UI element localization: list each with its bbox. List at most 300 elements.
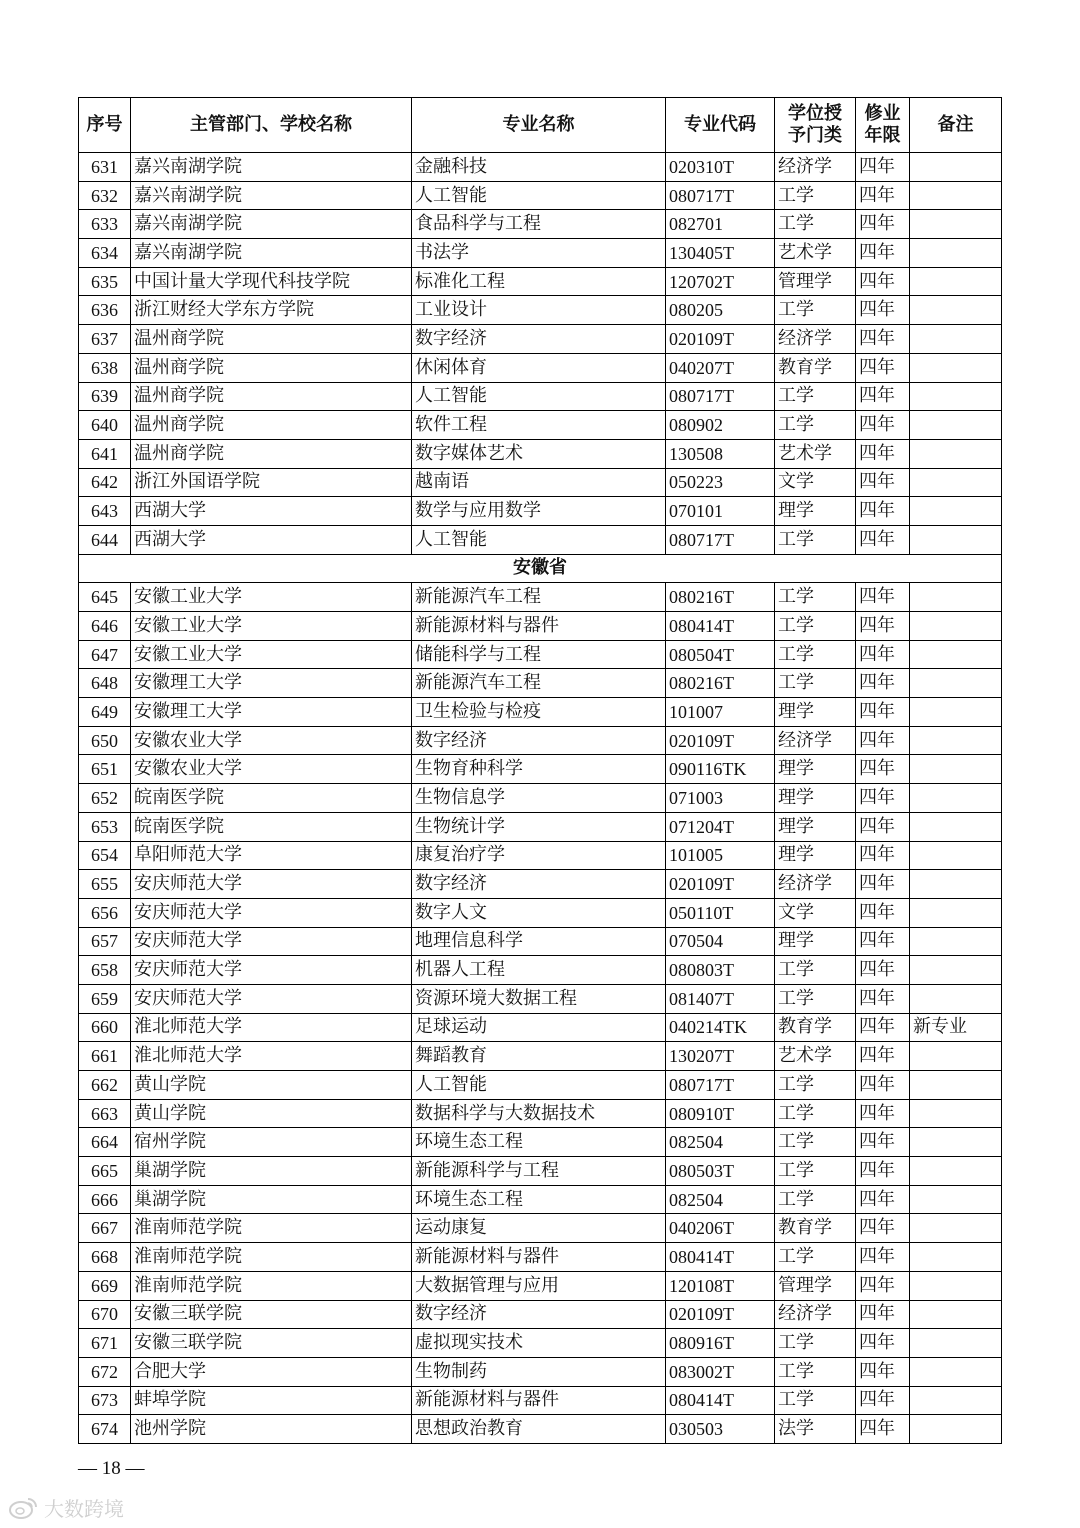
table-header-row bbox=[79, 98, 1002, 153]
cell-no: 668 bbox=[79, 1243, 131, 1272]
cell-years: 四年 bbox=[856, 583, 910, 612]
cell-major: 新能源科学与工程 bbox=[412, 1157, 666, 1186]
cell-school: 淮南师范学院 bbox=[131, 1271, 412, 1300]
province-section-row bbox=[79, 554, 1002, 583]
cell-years: 四年 bbox=[856, 1214, 910, 1243]
table-row bbox=[79, 296, 1002, 325]
cell-years: 四年 bbox=[856, 267, 910, 296]
table-row bbox=[79, 1214, 1002, 1243]
cell-note bbox=[910, 1271, 1002, 1300]
cell-school: 淮北师范大学 bbox=[131, 1013, 412, 1042]
cell-degree: 工学 bbox=[775, 1243, 856, 1272]
cell-school: 浙江财经大学东方学院 bbox=[131, 296, 412, 325]
cell-no: 661 bbox=[79, 1042, 131, 1071]
cell-major: 越南语 bbox=[412, 468, 666, 497]
cell-major: 地理信息科学 bbox=[412, 927, 666, 956]
cell-no: 648 bbox=[79, 669, 131, 698]
cell-years: 四年 bbox=[856, 411, 910, 440]
table-row bbox=[79, 1099, 1002, 1128]
cell-school: 西湖大学 bbox=[131, 497, 412, 526]
cell-degree: 经济学 bbox=[775, 1300, 856, 1329]
table-row bbox=[79, 812, 1002, 841]
cell-note bbox=[910, 296, 1002, 325]
cell-school: 巢湖学院 bbox=[131, 1185, 412, 1214]
cell-years: 四年 bbox=[856, 640, 910, 669]
cell-major: 卫生检验与检疫 bbox=[412, 698, 666, 727]
cell-degree: 理学 bbox=[775, 784, 856, 813]
cell-note bbox=[910, 1329, 1002, 1358]
header-major: 专业名称 bbox=[412, 98, 666, 153]
header-note: 备注 bbox=[910, 98, 1002, 153]
cell-no: 652 bbox=[79, 784, 131, 813]
cell-major: 软件工程 bbox=[412, 411, 666, 440]
table-row bbox=[79, 898, 1002, 927]
cell-school: 嘉兴南湖学院 bbox=[131, 210, 412, 239]
cell-major: 数学与应用数学 bbox=[412, 497, 666, 526]
cell-major: 运动康复 bbox=[412, 1214, 666, 1243]
cell-code: 080216T bbox=[666, 669, 775, 698]
cell-note bbox=[910, 1099, 1002, 1128]
cell-years: 四年 bbox=[856, 956, 910, 985]
cell-note bbox=[910, 956, 1002, 985]
cell-note bbox=[910, 1214, 1002, 1243]
cell-major: 工业设计 bbox=[412, 296, 666, 325]
header-degree-line2: 予门类 bbox=[788, 125, 842, 146]
cell-degree: 经济学 bbox=[775, 870, 856, 899]
cell-code: 020109T bbox=[666, 726, 775, 755]
cell-no: 671 bbox=[79, 1329, 131, 1358]
cell-school: 浙江外国语学院 bbox=[131, 468, 412, 497]
cell-code: 050223 bbox=[666, 468, 775, 497]
cell-major: 人工智能 bbox=[412, 1071, 666, 1100]
cell-code: 050110T bbox=[666, 898, 775, 927]
cell-school: 黄山学院 bbox=[131, 1099, 412, 1128]
cell-no: 664 bbox=[79, 1128, 131, 1157]
cell-degree: 工学 bbox=[775, 1128, 856, 1157]
cell-code: 101007 bbox=[666, 698, 775, 727]
cell-years: 四年 bbox=[856, 1013, 910, 1042]
cell-school: 嘉兴南湖学院 bbox=[131, 239, 412, 268]
table-row bbox=[79, 583, 1002, 612]
cell-degree: 工学 bbox=[775, 669, 856, 698]
header-code: 专业代码 bbox=[666, 98, 775, 153]
cell-code: 080414T bbox=[666, 1386, 775, 1415]
cell-years: 四年 bbox=[856, 1243, 910, 1272]
cell-years: 四年 bbox=[856, 726, 910, 755]
cell-no: 642 bbox=[79, 468, 131, 497]
cell-no: 632 bbox=[79, 181, 131, 210]
cell-years: 四年 bbox=[856, 1099, 910, 1128]
table-row bbox=[79, 612, 1002, 641]
table-row bbox=[79, 1185, 1002, 1214]
cell-degree: 工学 bbox=[775, 411, 856, 440]
cell-note bbox=[910, 726, 1002, 755]
cell-no: 660 bbox=[79, 1013, 131, 1042]
cell-degree: 工学 bbox=[775, 1386, 856, 1415]
cell-note bbox=[910, 411, 1002, 440]
cell-degree: 文学 bbox=[775, 898, 856, 927]
table-row bbox=[79, 841, 1002, 870]
cell-years: 四年 bbox=[856, 841, 910, 870]
cell-code: 080717T bbox=[666, 181, 775, 210]
cell-school: 淮北师范大学 bbox=[131, 1042, 412, 1071]
cell-note bbox=[910, 640, 1002, 669]
table-row bbox=[79, 353, 1002, 382]
cell-code: 090116TK bbox=[666, 755, 775, 784]
table-row bbox=[79, 153, 1002, 182]
cell-note bbox=[910, 382, 1002, 411]
cell-code: 101005 bbox=[666, 841, 775, 870]
cell-major: 数字经济 bbox=[412, 325, 666, 354]
cell-no: 639 bbox=[79, 382, 131, 411]
cell-code: 080902 bbox=[666, 411, 775, 440]
cell-note bbox=[910, 497, 1002, 526]
cell-major: 舞蹈教育 bbox=[412, 1042, 666, 1071]
cell-major: 金融科技 bbox=[412, 153, 666, 182]
cell-note bbox=[910, 984, 1002, 1013]
cell-code: 071204T bbox=[666, 812, 775, 841]
cell-years: 四年 bbox=[856, 870, 910, 899]
cell-years: 四年 bbox=[856, 612, 910, 641]
cell-note bbox=[910, 812, 1002, 841]
cell-degree: 工学 bbox=[775, 984, 856, 1013]
cell-note bbox=[910, 1386, 1002, 1415]
cell-no: 657 bbox=[79, 927, 131, 956]
majors-table bbox=[78, 97, 1002, 1444]
cell-code: 080916T bbox=[666, 1329, 775, 1358]
cell-note bbox=[910, 468, 1002, 497]
cell-major: 生物信息学 bbox=[412, 784, 666, 813]
cell-no: 674 bbox=[79, 1415, 131, 1444]
cell-degree: 教育学 bbox=[775, 353, 856, 382]
cell-years: 四年 bbox=[856, 153, 910, 182]
cell-degree: 工学 bbox=[775, 1071, 856, 1100]
cell-code: 082504 bbox=[666, 1128, 775, 1157]
cell-degree: 工学 bbox=[775, 1099, 856, 1128]
cell-note bbox=[910, 439, 1002, 468]
table-row bbox=[79, 239, 1002, 268]
cell-code: 020310T bbox=[666, 153, 775, 182]
cell-code: 040214TK bbox=[666, 1013, 775, 1042]
cell-no: 633 bbox=[79, 210, 131, 239]
cell-years: 四年 bbox=[856, 784, 910, 813]
cell-school: 安庆师范大学 bbox=[131, 898, 412, 927]
table-row bbox=[79, 1013, 1002, 1042]
table-row bbox=[79, 1128, 1002, 1157]
cell-code: 080803T bbox=[666, 956, 775, 985]
cell-school: 皖南医学院 bbox=[131, 784, 412, 813]
cell-school: 嘉兴南湖学院 bbox=[131, 181, 412, 210]
header-years-line1: 修业 bbox=[864, 103, 901, 124]
cell-no: 655 bbox=[79, 870, 131, 899]
cell-code: 082701 bbox=[666, 210, 775, 239]
cell-school: 巢湖学院 bbox=[131, 1157, 412, 1186]
cell-major: 大数据管理与应用 bbox=[412, 1271, 666, 1300]
cell-note bbox=[910, 841, 1002, 870]
cell-note bbox=[910, 325, 1002, 354]
cell-no: 672 bbox=[79, 1357, 131, 1386]
table-row bbox=[79, 1357, 1002, 1386]
cell-note bbox=[910, 239, 1002, 268]
cell-school: 宿州学院 bbox=[131, 1128, 412, 1157]
cell-note bbox=[910, 927, 1002, 956]
table-body bbox=[79, 153, 1002, 1444]
cell-no: 640 bbox=[79, 411, 131, 440]
cell-years: 四年 bbox=[856, 210, 910, 239]
cell-note bbox=[910, 153, 1002, 182]
cell-school: 西湖大学 bbox=[131, 525, 412, 554]
cell-years: 四年 bbox=[856, 1300, 910, 1329]
cell-major: 生物制药 bbox=[412, 1357, 666, 1386]
weibo-like-logo-icon bbox=[8, 1496, 38, 1520]
cell-major: 书法学 bbox=[412, 239, 666, 268]
table-row bbox=[79, 497, 1002, 526]
table-row bbox=[79, 468, 1002, 497]
cell-no: 653 bbox=[79, 812, 131, 841]
cell-code: 070101 bbox=[666, 497, 775, 526]
cell-note bbox=[910, 612, 1002, 641]
cell-degree: 工学 bbox=[775, 525, 856, 554]
cell-note bbox=[910, 755, 1002, 784]
table-row bbox=[79, 1042, 1002, 1071]
table-row bbox=[79, 525, 1002, 554]
cell-degree: 工学 bbox=[775, 956, 856, 985]
cell-note bbox=[910, 898, 1002, 927]
cell-code: 082504 bbox=[666, 1185, 775, 1214]
table-row bbox=[79, 1386, 1002, 1415]
table-row bbox=[79, 1243, 1002, 1272]
table-row bbox=[79, 1415, 1002, 1444]
header-years bbox=[856, 98, 910, 153]
table-row bbox=[79, 1157, 1002, 1186]
cell-years: 四年 bbox=[856, 1357, 910, 1386]
cell-no: 656 bbox=[79, 898, 131, 927]
cell-school: 温州商学院 bbox=[131, 325, 412, 354]
table-row bbox=[79, 411, 1002, 440]
cell-code: 020109T bbox=[666, 870, 775, 899]
cell-major: 数字经济 bbox=[412, 870, 666, 899]
table-row bbox=[79, 927, 1002, 956]
cell-school: 安庆师范大学 bbox=[131, 870, 412, 899]
cell-years: 四年 bbox=[856, 1271, 910, 1300]
cell-years: 四年 bbox=[856, 1071, 910, 1100]
cell-no: 665 bbox=[79, 1157, 131, 1186]
cell-no: 634 bbox=[79, 239, 131, 268]
cell-degree: 理学 bbox=[775, 927, 856, 956]
cell-school: 安徽工业大学 bbox=[131, 583, 412, 612]
cell-no: 650 bbox=[79, 726, 131, 755]
cell-major: 新能源材料与器件 bbox=[412, 1386, 666, 1415]
cell-no: 651 bbox=[79, 755, 131, 784]
cell-note bbox=[910, 525, 1002, 554]
cell-school: 安徽三联学院 bbox=[131, 1300, 412, 1329]
cell-degree: 管理学 bbox=[775, 267, 856, 296]
cell-degree: 工学 bbox=[775, 1185, 856, 1214]
cell-major: 环境生态工程 bbox=[412, 1128, 666, 1157]
header-degree bbox=[775, 98, 856, 153]
cell-years: 四年 bbox=[856, 698, 910, 727]
cell-degree: 管理学 bbox=[775, 1271, 856, 1300]
cell-years: 四年 bbox=[856, 927, 910, 956]
table-row bbox=[79, 1300, 1002, 1329]
cell-note bbox=[910, 267, 1002, 296]
cell-note bbox=[910, 210, 1002, 239]
cell-school: 合肥大学 bbox=[131, 1357, 412, 1386]
cell-major: 机器人工程 bbox=[412, 956, 666, 985]
cell-years: 四年 bbox=[856, 353, 910, 382]
cell-school: 安徽理工大学 bbox=[131, 669, 412, 698]
cell-years: 四年 bbox=[856, 1329, 910, 1358]
table-row bbox=[79, 984, 1002, 1013]
cell-no: 631 bbox=[79, 153, 131, 182]
cell-major: 数据科学与大数据技术 bbox=[412, 1099, 666, 1128]
cell-no: 647 bbox=[79, 640, 131, 669]
province-section-title: 安徽省 bbox=[79, 554, 1002, 583]
cell-school: 安徽理工大学 bbox=[131, 698, 412, 727]
cell-years: 四年 bbox=[856, 296, 910, 325]
cell-degree: 法学 bbox=[775, 1415, 856, 1444]
cell-degree: 理学 bbox=[775, 497, 856, 526]
cell-degree: 工学 bbox=[775, 210, 856, 239]
cell-code: 080504T bbox=[666, 640, 775, 669]
cell-note bbox=[910, 1042, 1002, 1071]
cell-no: 643 bbox=[79, 497, 131, 526]
table-row bbox=[79, 1329, 1002, 1358]
cell-note bbox=[910, 583, 1002, 612]
cell-no: 673 bbox=[79, 1386, 131, 1415]
cell-degree: 文学 bbox=[775, 468, 856, 497]
cell-note bbox=[910, 1071, 1002, 1100]
cell-no: 669 bbox=[79, 1271, 131, 1300]
cell-major: 数字经济 bbox=[412, 726, 666, 755]
cell-years: 四年 bbox=[856, 1157, 910, 1186]
cell-years: 四年 bbox=[856, 239, 910, 268]
page-number: — 18 — bbox=[78, 1458, 145, 1479]
cell-major: 人工智能 bbox=[412, 181, 666, 210]
cell-school: 阜阳师范大学 bbox=[131, 841, 412, 870]
cell-years: 四年 bbox=[856, 1042, 910, 1071]
cell-code: 083002T bbox=[666, 1357, 775, 1386]
cell-code: 080503T bbox=[666, 1157, 775, 1186]
cell-major: 新能源汽车工程 bbox=[412, 583, 666, 612]
cell-major: 人工智能 bbox=[412, 382, 666, 411]
table-row bbox=[79, 439, 1002, 468]
cell-no: 646 bbox=[79, 612, 131, 641]
cell-code: 120108T bbox=[666, 1271, 775, 1300]
cell-major: 数字媒体艺术 bbox=[412, 439, 666, 468]
cell-school: 池州学院 bbox=[131, 1415, 412, 1444]
cell-code: 080717T bbox=[666, 525, 775, 554]
cell-note bbox=[910, 870, 1002, 899]
cell-degree: 经济学 bbox=[775, 726, 856, 755]
cell-school: 安庆师范大学 bbox=[131, 927, 412, 956]
cell-major: 数字人文 bbox=[412, 898, 666, 927]
cell-no: 641 bbox=[79, 439, 131, 468]
cell-school: 温州商学院 bbox=[131, 353, 412, 382]
cell-note: 新专业 bbox=[910, 1013, 1002, 1042]
cell-no: 658 bbox=[79, 956, 131, 985]
cell-degree: 工学 bbox=[775, 640, 856, 669]
cell-major: 康复治疗学 bbox=[412, 841, 666, 870]
cell-note bbox=[910, 353, 1002, 382]
table-row bbox=[79, 267, 1002, 296]
cell-note bbox=[910, 1300, 1002, 1329]
cell-no: 636 bbox=[79, 296, 131, 325]
cell-years: 四年 bbox=[856, 1128, 910, 1157]
cell-degree: 艺术学 bbox=[775, 239, 856, 268]
cell-school: 安徽工业大学 bbox=[131, 612, 412, 641]
cell-school: 嘉兴南湖学院 bbox=[131, 153, 412, 182]
cell-school: 淮南师范学院 bbox=[131, 1243, 412, 1272]
cell-no: 662 bbox=[79, 1071, 131, 1100]
table-row bbox=[79, 382, 1002, 411]
cell-years: 四年 bbox=[856, 984, 910, 1013]
table-row bbox=[79, 325, 1002, 354]
table-row bbox=[79, 181, 1002, 210]
header-years-line2: 年限 bbox=[864, 125, 901, 146]
cell-no: 644 bbox=[79, 525, 131, 554]
table-row bbox=[79, 956, 1002, 985]
cell-code: 080717T bbox=[666, 1071, 775, 1100]
cell-years: 四年 bbox=[856, 1185, 910, 1214]
header-school: 主管部门、学校名称 bbox=[131, 98, 412, 153]
cell-years: 四年 bbox=[856, 382, 910, 411]
cell-code: 020109T bbox=[666, 1300, 775, 1329]
cell-code: 080216T bbox=[666, 583, 775, 612]
cell-years: 四年 bbox=[856, 525, 910, 554]
table-row bbox=[79, 1071, 1002, 1100]
cell-major: 生物统计学 bbox=[412, 812, 666, 841]
cell-degree: 艺术学 bbox=[775, 1042, 856, 1071]
cell-degree: 工学 bbox=[775, 612, 856, 641]
cell-years: 四年 bbox=[856, 812, 910, 841]
cell-note bbox=[910, 1357, 1002, 1386]
cell-note bbox=[910, 1128, 1002, 1157]
table-row bbox=[79, 870, 1002, 899]
cell-years: 四年 bbox=[856, 468, 910, 497]
cell-no: 645 bbox=[79, 583, 131, 612]
header-no: 序号 bbox=[79, 98, 131, 153]
table-row bbox=[79, 210, 1002, 239]
cell-code: 080205 bbox=[666, 296, 775, 325]
cell-code: 080414T bbox=[666, 1243, 775, 1272]
cell-school: 安徽三联学院 bbox=[131, 1329, 412, 1358]
cell-years: 四年 bbox=[856, 181, 910, 210]
cell-degree: 工学 bbox=[775, 382, 856, 411]
cell-no: 635 bbox=[79, 267, 131, 296]
cell-no: 638 bbox=[79, 353, 131, 382]
cell-major: 标准化工程 bbox=[412, 267, 666, 296]
cell-code: 120702T bbox=[666, 267, 775, 296]
table-row bbox=[79, 698, 1002, 727]
cell-school: 温州商学院 bbox=[131, 439, 412, 468]
cell-no: 663 bbox=[79, 1099, 131, 1128]
cell-note bbox=[910, 1185, 1002, 1214]
cell-note bbox=[910, 698, 1002, 727]
cell-major: 储能科学与工程 bbox=[412, 640, 666, 669]
cell-major: 数字经济 bbox=[412, 1300, 666, 1329]
header-degree-line1: 学位授 bbox=[788, 103, 842, 124]
cell-degree: 艺术学 bbox=[775, 439, 856, 468]
cell-major: 新能源汽车工程 bbox=[412, 669, 666, 698]
cell-code: 030503 bbox=[666, 1415, 775, 1444]
cell-major: 虚拟现实技术 bbox=[412, 1329, 666, 1358]
cell-code: 080717T bbox=[666, 382, 775, 411]
cell-code: 020109T bbox=[666, 325, 775, 354]
cell-degree: 工学 bbox=[775, 583, 856, 612]
cell-years: 四年 bbox=[856, 1415, 910, 1444]
cell-note bbox=[910, 784, 1002, 813]
